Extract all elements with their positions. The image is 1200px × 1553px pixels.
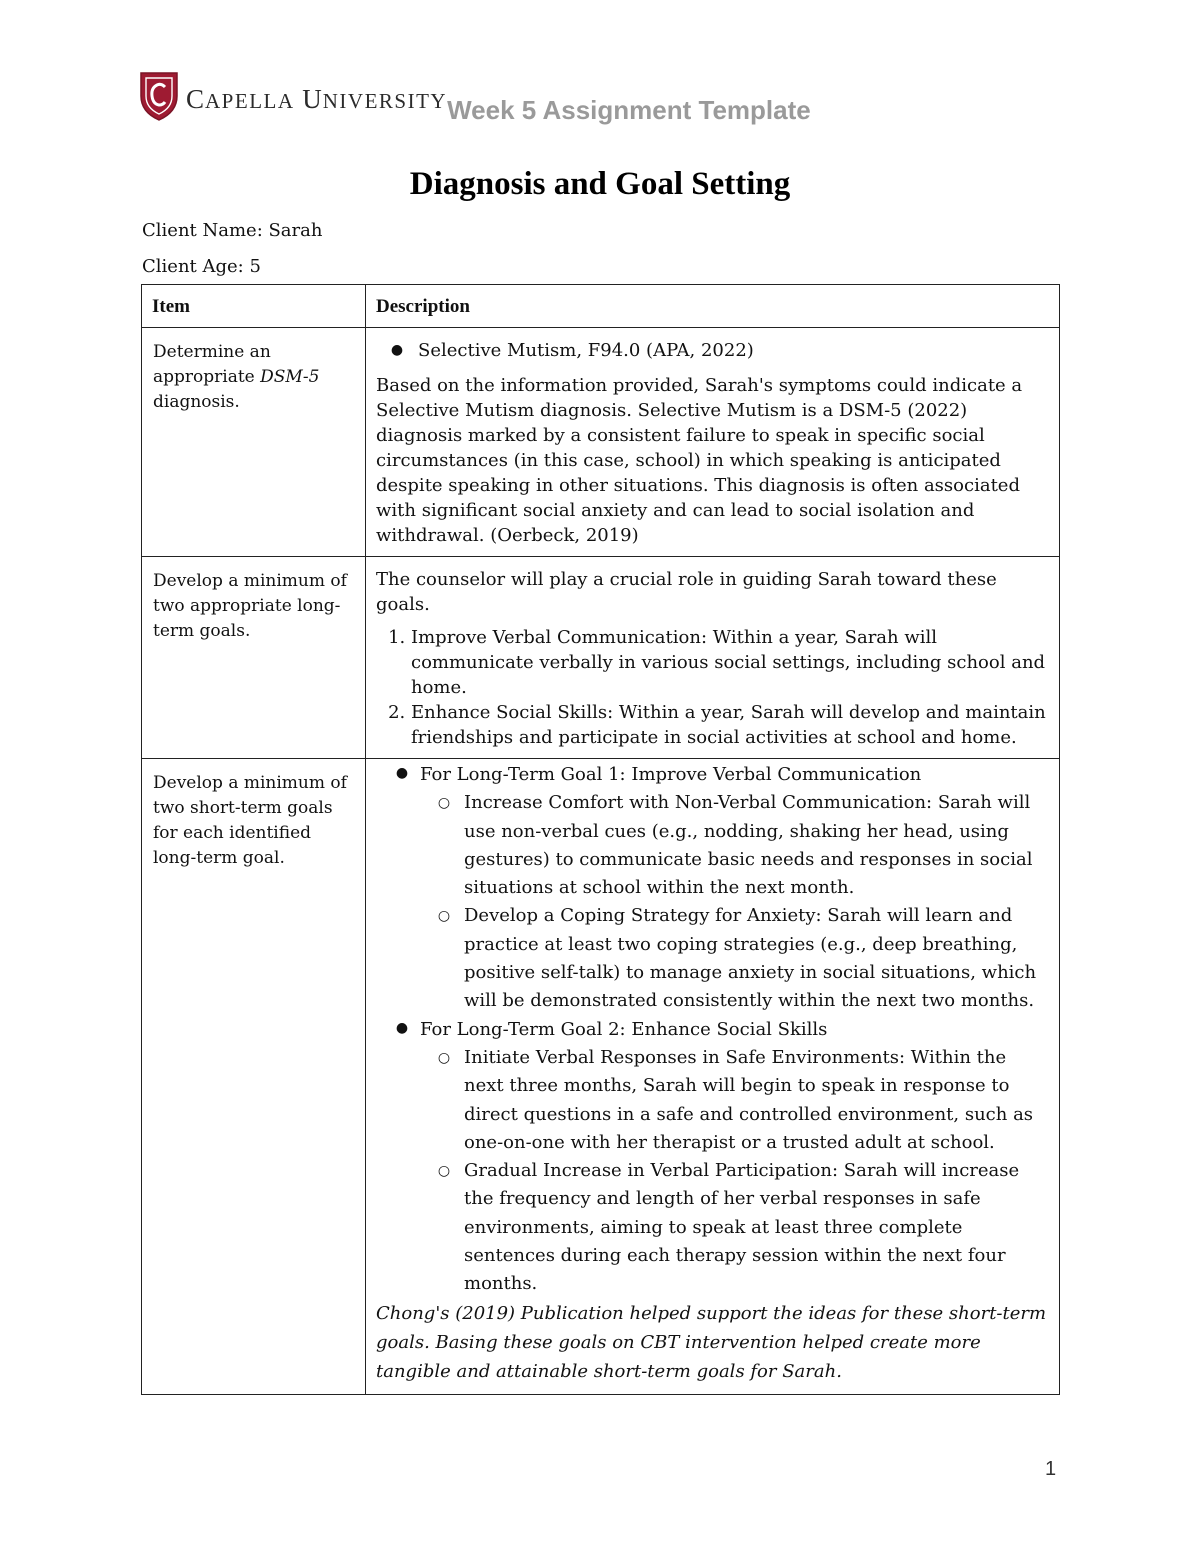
description-cell [366, 557, 1060, 759]
circle-bullet-icon: ○ [437, 1049, 451, 1066]
document-title: Diagnosis and Goal Setting [409, 166, 791, 202]
item-cell: Determine an appropriate DSM-5 diagnosis. [142, 328, 366, 557]
diagnosis-paragraph: Based on the information provided, Sarah's symptoms could indicate a Selective Mutism diagnosis. Selective Mutism is a DSM-5 (2022) diagnosis marked by a consistent failure to speak in specific social circumstances (in this case, school) in which speaking is anticipated despite speaking in other situations. This diagnosis is often associated with significant social anxiety and can lead to social isolation and withdrawal. (Oerbeck, 2019) [376, 375, 1023, 546]
list-item: ○ Gradual Increase in Verbal Participation: Sarah will increase the frequency and length of her verbal responses in safe environments, aiming to speak at least three complete sentences during each therapy session within the next four months. [376, 1157, 1049, 1298]
list-item: 1. Improve Verbal Communication: Within a year, Sarah will communicate verbally in various social settings, including school and home. [411, 625, 1049, 700]
goals-table [141, 284, 1060, 1395]
circle-bullet-icon: ○ [437, 908, 451, 925]
logo-wordmark: CAPELLA UNIVERSITY [186, 83, 448, 114]
long-term-intro: The counselor will play a crucial role in guiding Sarah toward these goals. [376, 569, 997, 615]
header-description: Description [366, 285, 1060, 328]
page-number: 1 [1045, 1458, 1057, 1480]
shield-icon [138, 70, 180, 122]
goal-group-heading: ● For Long-Term Goal 1: Improve Verbal Communication [376, 761, 1049, 789]
bullet-icon: ● [395, 765, 409, 781]
table-row [142, 328, 1060, 557]
list-item: ○ Increase Comfort with Non-Verbal Communication: Sarah will use non-verbal cues (e.g., nodding, shaking her head, using gestures) to communicate basic needs and responses in social situations at school within the next month. [376, 789, 1049, 902]
description-cell [366, 328, 1060, 557]
diagnosis-bullet: ● Selective Mutism, F94.0 (APA, 2022) [376, 338, 1049, 363]
item-cell: Develop a minimum of two appropriate long-term goals. [142, 557, 366, 759]
description-cell [366, 759, 1060, 1395]
capella-logo [138, 70, 447, 122]
table-header-row [142, 285, 1060, 328]
circle-bullet-icon: ○ [437, 1163, 451, 1180]
bullet-icon: ● [390, 342, 404, 358]
item-cell: Develop a minimum of two short-term goals for each identified long-term goal. [142, 759, 366, 1395]
list-item: ○ Develop a Coping Strategy for Anxiety: Sarah will learn and practice at least two coping strategies (e.g., deep breathing, positive self-talk) to manage anxiety in social situations, which will be demonstrated consistently within the next two months. [376, 902, 1049, 1015]
source-note: Chong's (2019) Publication helped support the ideas for these short-term goals. Basing these goals on CBT intervention helped create more tangible and attainable short-term goals for Sarah. [376, 1302, 1047, 1382]
list-item: ○ Initiate Verbal Responses in Safe Environments: Within the next three months, Sarah will begin to speak in response to direct questions in a safe and controlled environment, such as one-on-one with her therapist or a trusted adult at school. [376, 1044, 1049, 1157]
long-term-goals-list [376, 625, 1049, 750]
table-row [142, 557, 1060, 759]
table-row [142, 759, 1060, 1395]
bullet-icon: ● [395, 1019, 409, 1036]
list-item: 2. Enhance Social Skills: Within a year, Sarah will develop and maintain friendships and participate in social activities at school and home. [411, 700, 1049, 750]
client-age: Client Age: 5 [142, 256, 261, 277]
circle-bullet-icon: ○ [437, 795, 451, 812]
header-title: Week 5 Assignment Template [447, 95, 811, 125]
client-name: Client Name: Sarah [142, 220, 323, 241]
goal-group-heading: ● For Long-Term Goal 2: Enhance Social Skills [376, 1016, 1049, 1044]
header-item: Item [142, 285, 366, 328]
page-header [138, 66, 811, 125]
